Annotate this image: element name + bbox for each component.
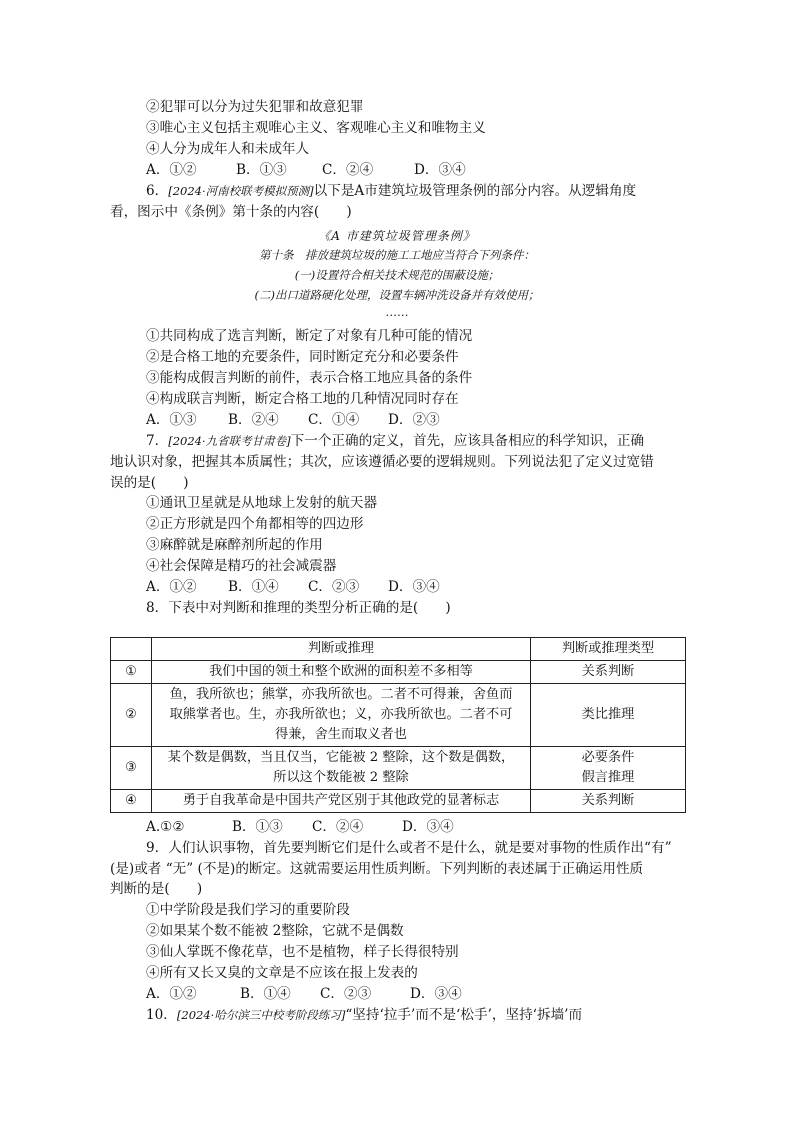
q7-source: [2024·九省联考甘肃卷] bbox=[168, 434, 291, 448]
regulation-clause-2: (二)出口道路硬化处理，设置车辆冲洗设备并有效使用； bbox=[254, 288, 540, 302]
top-item-2: ②犯罪可以分为过失犯罪和故意犯罪 bbox=[146, 99, 364, 115]
q6-stem-line1 bbox=[146, 182, 636, 200]
q6-stem-text: 以下是A市建筑垃圾管理条例的部分内容。从逻辑角度 bbox=[313, 183, 637, 199]
q6-item-4: ④构成联言判断，断定合格工地的几种情况同时存在 bbox=[146, 391, 459, 407]
table-row bbox=[111, 790, 686, 813]
table-row bbox=[111, 684, 686, 747]
q9-stem-line2: (是)或者 “无” (不是)的断定。这就需要运用性质判断。下列判断的表述属于正确运用性质 bbox=[110, 861, 644, 877]
q6-item-1: ①共同构成了选言判断，断定了对象有几种可能的情况 bbox=[146, 328, 473, 344]
q8-option-c[interactable]: C．②④ bbox=[312, 819, 364, 835]
q8-option-b[interactable]: B．①③ bbox=[232, 819, 283, 835]
regulation-ellipsis: …… bbox=[385, 305, 409, 319]
row-statement-line: 得兼，舍生而取义者也 bbox=[275, 727, 407, 742]
table-row bbox=[111, 661, 686, 684]
q7-stem-line3: 误的是( ) bbox=[110, 475, 189, 491]
row-statement bbox=[152, 747, 531, 790]
table-header-num bbox=[111, 638, 152, 661]
q7-option-c[interactable]: C．②③ bbox=[308, 579, 360, 595]
row-statement-line: 取熊掌者也。生，亦我所欲也；义，亦我所欲也。二者不可 bbox=[169, 707, 513, 722]
regulation-clause-1: (一)设置符合相关技术规范的围蔽设施； bbox=[294, 268, 500, 282]
q8-options bbox=[146, 818, 454, 836]
q6-stem-line2: 看，图示中《条例》第十条的内容( ) bbox=[110, 204, 352, 220]
q7-item-1: ①通讯卫星就是从地球上发射的航天器 bbox=[146, 495, 378, 511]
row-number: ④ bbox=[111, 790, 152, 813]
row-type: 关系判断 bbox=[531, 661, 686, 684]
q9-stem-line3: 判断的是( ) bbox=[110, 881, 203, 897]
row-statement-line: 鱼，我所欲也；熊掌，亦我所欲也。二者不可得兼，舍鱼而 bbox=[169, 687, 513, 702]
q6-option-a[interactable]: A．①③ bbox=[146, 412, 197, 428]
row-type: 类比推理 bbox=[531, 684, 686, 747]
q6-option-b[interactable]: B．②④ bbox=[228, 412, 279, 428]
q10-number: 10． bbox=[146, 1007, 177, 1023]
q8-stem: 8．下表中对判断和推理的类型分析正确的是( ) bbox=[146, 600, 451, 616]
row-statement: 勇于自我革命是中国共产党区别于其他政党的显著标志 bbox=[152, 790, 531, 813]
q7-item-3: ③麻醉就是麻醉剂所起的作用 bbox=[146, 537, 323, 553]
q7-stem-line2: 地认识对象，把握其本质属性；其次，应该遵循必要的逻辑规则。下列说法犯了定义过宽错 bbox=[110, 454, 654, 470]
row-number: ③ bbox=[111, 747, 152, 790]
q9-stem-line1: 9．人们认识事物，首先要判断它们是什么或者不是什么，就是要对事物的性质作出“有” bbox=[146, 840, 672, 856]
row-type-line: 假言推理 bbox=[581, 770, 635, 785]
q8-option-a[interactable]: A.①② bbox=[146, 819, 185, 835]
q7-option-d[interactable]: D．③④ bbox=[388, 579, 440, 595]
q7-number: 7． bbox=[146, 433, 169, 449]
q9-item-3: ③仙人掌既不像花草，也不是植物，样子长得很特别 bbox=[146, 944, 459, 960]
option-d[interactable]: D．③④ bbox=[414, 162, 466, 178]
row-type bbox=[531, 747, 686, 790]
judgment-table bbox=[110, 637, 686, 813]
q9-option-b[interactable]: B．①④ bbox=[240, 986, 291, 1002]
q7-stem-line1 bbox=[146, 432, 644, 450]
row-statement: 我们中国的领土和整个欧洲的面积差不多相等 bbox=[152, 661, 531, 684]
q6-item-3: ③能构成假言判断的前件，表示合格工地应具备的条件 bbox=[146, 370, 473, 386]
q7-item-2: ②正方形就是四个角都相等的四边形 bbox=[146, 516, 364, 532]
q9-item-1: ①中学阶段是我们学习的重要阶段 bbox=[146, 902, 350, 918]
q10-stem-line1 bbox=[146, 1006, 582, 1024]
q7-option-b[interactable]: B．①④ bbox=[228, 579, 279, 595]
table-header-statement: 判断或推理 bbox=[152, 638, 531, 661]
table-header-row bbox=[111, 638, 686, 661]
row-number: ② bbox=[111, 684, 152, 747]
q9-option-a[interactable]: A．①② bbox=[146, 986, 197, 1002]
q6-number: 6． bbox=[146, 183, 169, 199]
row-type-line: 必要条件 bbox=[581, 750, 635, 765]
table-row bbox=[111, 747, 686, 790]
q6-source: [2024·河南校联考模拟预测] bbox=[168, 184, 314, 198]
option-a[interactable]: A．①② bbox=[146, 162, 197, 178]
top-options bbox=[146, 161, 466, 179]
q9-option-c[interactable]: C．②③ bbox=[320, 986, 372, 1002]
q7-options bbox=[146, 578, 440, 596]
q7-stem-text: 下一个正确的定义，首先，应该具备相应的科学知识，正确 bbox=[290, 433, 645, 449]
regulation-article: 第十条 排放建筑垃圾的施工工地应当符合下列条件： bbox=[259, 248, 535, 262]
q7-option-a[interactable]: A．①② bbox=[146, 579, 197, 595]
q6-item-2: ②是合格工地的充要条件，同时断定充分和必要条件 bbox=[146, 349, 459, 365]
row-type: 关系判断 bbox=[531, 790, 686, 813]
regulation-title: 《A 市建筑垃圾管理条例》 bbox=[318, 229, 476, 243]
q10-stem-text: “坚持‘拉手’而不是‘松手’，坚持‘拆墙’而 bbox=[345, 1007, 583, 1023]
row-statement-line: 所以这个数能被 2 整除 bbox=[273, 770, 409, 785]
top-item-3: ③唯心主义包括主观唯心主义、客观唯心主义和唯物主义 bbox=[146, 120, 486, 136]
q9-item-4: ④所有又长又臭的文章是不应该在报上发表的 bbox=[146, 965, 418, 981]
q6-option-c[interactable]: C．①④ bbox=[308, 412, 360, 428]
q8-option-d[interactable]: D．③④ bbox=[402, 819, 454, 835]
row-number: ① bbox=[111, 661, 152, 684]
q6-option-d[interactable]: D．②③ bbox=[388, 412, 440, 428]
q10-source: [2024·哈尔滨三中校考阶段练习] bbox=[176, 1008, 346, 1022]
top-item-4: ④人分为成年人和未成年人 bbox=[146, 141, 310, 157]
q9-options bbox=[146, 985, 462, 1003]
row-statement-line: 某个数是偶数，当且仅当，它能被 2 整除，这个数是偶数， bbox=[167, 750, 515, 765]
table-header-type: 判断或推理类型 bbox=[531, 638, 686, 661]
q6-options bbox=[146, 411, 440, 429]
row-statement bbox=[152, 684, 531, 747]
option-c[interactable]: C．②④ bbox=[322, 162, 374, 178]
option-b[interactable]: B．①③ bbox=[236, 162, 287, 178]
q7-item-4: ④社会保障是精巧的社会减震器 bbox=[146, 558, 337, 574]
q9-item-2: ②如果某个数不能被 2整除，它就不是偶数 bbox=[146, 923, 404, 939]
q9-option-d[interactable]: D．③④ bbox=[410, 986, 462, 1002]
